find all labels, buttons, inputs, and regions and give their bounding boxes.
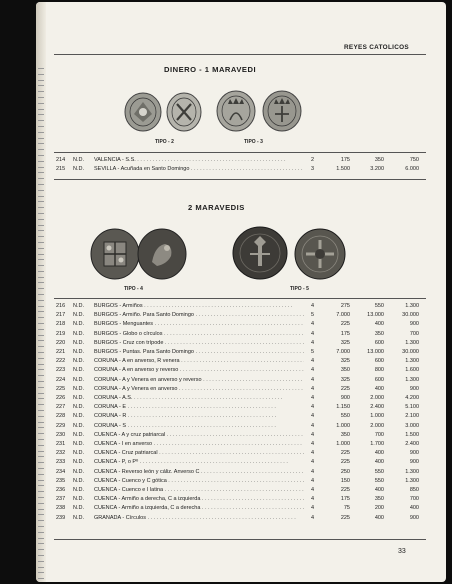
cell-num: 228: [56, 413, 66, 420]
cell-date: N.D.: [73, 496, 84, 503]
cell-v2: 600: [374, 376, 384, 383]
cell-desc: CUENCA - Armiño a derecha, C a izquierda . . .: [94, 496, 304, 502]
cell-rarity: 4: [310, 404, 314, 411]
table-row: [36, 312, 446, 320]
cell-v2: 200: [374, 505, 384, 512]
cell-date: N.D.: [73, 413, 84, 420]
running-head: REYES CATOLICOS: [344, 44, 409, 51]
cell-v3: 900: [409, 385, 419, 392]
cell-v2: 3.200: [370, 165, 384, 172]
coin-tipo-5-obverse: [232, 226, 288, 280]
cell-v3: 700: [409, 496, 419, 503]
cell-num: 238: [56, 505, 66, 512]
cell-date: N.D.: [73, 450, 84, 457]
cell-v1: 1.500: [336, 165, 350, 172]
cell-rarity: 4: [310, 422, 314, 429]
cell-rarity: 4: [310, 367, 314, 374]
coin-tipo-5-reverse: [294, 228, 346, 280]
cell-v1: 900: [340, 395, 350, 401]
cell-v2: 400: [374, 385, 384, 392]
catalog-page: [36, 2, 446, 582]
cell-desc: BURGOS - Cruz con trípode . . .: [94, 340, 304, 346]
cell-num: 219: [56, 330, 66, 337]
cell-num: 231: [56, 441, 66, 447]
table-row: [36, 303, 446, 311]
edge-mark: [38, 578, 44, 582]
cell-v2: 1.700: [370, 441, 384, 447]
cell-date: N.D.: [73, 431, 84, 438]
cell-desc: CORUÑA - A.S. . . .: [94, 395, 304, 401]
cell-desc: CUENCA - P, o Pº . . .: [94, 459, 304, 465]
cell-date: N.D.: [73, 395, 84, 401]
cell-num: 233: [56, 459, 66, 466]
cell-v3: 5.100: [405, 404, 419, 411]
cell-desc: CUENCA - Cuenco y C gótica . . .: [94, 478, 304, 484]
cell-rarity: 4: [310, 413, 314, 420]
tipo-label: TIPO - 2: [155, 139, 174, 145]
cell-num: 232: [56, 450, 66, 457]
cell-v2: 400: [374, 487, 384, 493]
cell-v2: 2.000: [370, 395, 384, 401]
cell-desc: BURGOS - Menguantes . . .: [94, 321, 304, 327]
cell-v1: 7.000: [336, 312, 350, 319]
cell-v2: 13.000: [367, 349, 384, 355]
cell-v1: 225: [340, 321, 350, 328]
table-row: [36, 478, 446, 486]
cell-v1: 350: [340, 431, 350, 438]
table-top-rule: [54, 152, 426, 153]
cell-date: N.D.: [73, 441, 84, 447]
table-row: [36, 515, 446, 523]
cell-desc: CORUÑA - E . . .: [94, 404, 304, 410]
cell-num: 221: [56, 349, 66, 355]
table-row: [36, 166, 446, 174]
cell-num: 234: [56, 468, 66, 475]
cell-rarity: 4: [310, 505, 314, 512]
table-row: [36, 395, 446, 403]
cell-v3: 900: [409, 459, 419, 466]
cell-v2: 350: [374, 157, 384, 163]
cell-v2: 350: [374, 496, 384, 503]
cell-date: N.D.: [73, 505, 84, 512]
cell-date: N.D.: [73, 367, 84, 374]
cell-v3: 1.300: [405, 376, 419, 383]
cell-num: 215: [56, 165, 66, 172]
cell-desc: CORUÑA - A y Venera en anverso y reverso . . .: [94, 377, 304, 383]
cell-num: 229: [56, 422, 66, 429]
cell-date: N.D.: [73, 165, 84, 172]
table-row: [36, 459, 446, 467]
cell-rarity: 4: [310, 395, 314, 401]
cell-v3: 900: [409, 321, 419, 328]
cell-rarity: 4: [310, 431, 314, 438]
cell-v3: 2.400: [405, 441, 419, 447]
cell-num: 230: [56, 431, 66, 438]
table-row: [36, 358, 446, 366]
cell-desc: CUENCA - Reverso león y cáliz. Anverso C . . .: [94, 469, 304, 475]
cell-date: N.D.: [73, 303, 84, 309]
cell-date: N.D.: [73, 157, 84, 163]
cell-v1: 225: [340, 487, 350, 493]
cell-v3: 1.500: [405, 431, 419, 438]
coin-tipo-4-obverse: [90, 228, 140, 280]
cell-date: N.D.: [73, 404, 84, 411]
cell-rarity: 4: [310, 385, 314, 392]
cell-rarity: 4: [310, 358, 314, 365]
cell-desc: BURGOS - Globo o círculos . . .: [94, 331, 304, 337]
cell-v1: 325: [340, 358, 350, 365]
cell-v2: 13.000: [367, 312, 384, 319]
coin-tipo-2-obverse: [124, 92, 162, 132]
cell-date: N.D.: [73, 385, 84, 392]
cell-v3: 3.000: [405, 422, 419, 429]
cell-num: 216: [56, 303, 66, 309]
cell-date: N.D.: [73, 330, 84, 337]
cell-date: N.D.: [73, 339, 84, 346]
table-row: [36, 413, 446, 421]
table-bottom-rule: [54, 179, 426, 180]
header-rule: [54, 54, 426, 55]
cell-v1: 175: [340, 496, 350, 503]
cell-desc: CORUÑA - A en anverso, R venera . . .: [94, 358, 304, 364]
cell-v3: 1.300: [405, 339, 419, 346]
cell-v2: 400: [374, 321, 384, 328]
cell-rarity: 5: [310, 349, 314, 355]
cell-rarity: 4: [310, 321, 314, 328]
cell-v2: 550: [374, 468, 384, 475]
table-row: [36, 441, 446, 449]
cell-desc: CUENCA - Armiño a izquierda, C a derecha . . .: [94, 505, 304, 511]
table-row: [36, 349, 446, 357]
cell-rarity: 4: [310, 459, 314, 466]
cell-v2: 700: [374, 431, 384, 438]
cell-v3: 900: [409, 450, 419, 457]
cell-v3: 850: [409, 487, 419, 493]
cell-rarity: 4: [310, 330, 314, 337]
cell-rarity: 4: [310, 441, 314, 447]
cell-v2: 2.400: [370, 404, 384, 411]
cell-desc: BURGOS - Armiño. Para Santo Domingo . . .: [94, 312, 304, 318]
table-top-rule: [54, 298, 426, 299]
cell-v1: 325: [340, 376, 350, 383]
cell-desc: CUENCA - Cuenco e I latina . . .: [94, 487, 304, 493]
cell-rarity: 4: [310, 376, 314, 383]
cell-num: 217: [56, 312, 66, 319]
cell-v1: 225: [340, 385, 350, 392]
table-row: [36, 340, 446, 348]
table-row: [36, 432, 446, 440]
cell-v1: 7.000: [336, 349, 350, 355]
cell-v3: 1.300: [405, 477, 419, 484]
cell-num: 218: [56, 321, 66, 328]
page-number: 33: [398, 548, 406, 555]
cell-date: N.D.: [73, 358, 84, 365]
cell-v2: 600: [374, 339, 384, 346]
cell-desc: CUENCA - Cruz patriarcal . . .: [94, 450, 304, 456]
cell-date: N.D.: [73, 468, 84, 475]
cell-v1: 1.000: [336, 441, 350, 447]
cell-desc: CORUÑA - A en anverso y reverso . . .: [94, 367, 304, 373]
cell-desc: BURGOS - Armiños . . .: [94, 303, 304, 309]
cell-v3: 700: [409, 330, 419, 337]
cell-desc: CUENCA - I en anverso . . .: [94, 441, 304, 447]
cell-v1: 225: [340, 514, 350, 521]
cell-num: 224: [56, 376, 66, 383]
cell-num: 237: [56, 496, 66, 503]
cell-desc: VALENCIA - S.S. . . .: [94, 157, 304, 163]
cell-v1: 225: [340, 450, 350, 457]
cell-date: N.D.: [73, 477, 84, 484]
cell-v3: 30.000: [402, 349, 419, 355]
cell-v1: 1.000: [336, 422, 350, 429]
cell-v3: 1.600: [405, 367, 419, 374]
cell-num: 235: [56, 477, 66, 484]
cell-v3: 1.300: [405, 358, 419, 365]
cell-rarity: 4: [310, 487, 314, 493]
cell-date: N.D.: [73, 312, 84, 319]
cell-v2: 350: [374, 330, 384, 337]
cell-v1: 175: [340, 157, 350, 163]
section-title-2-maravedis: 2 MARAVEDIS: [188, 203, 245, 212]
cell-desc: CORUÑA - R . . .: [94, 413, 304, 419]
cell-v3: 400: [409, 505, 419, 512]
table-row: [36, 487, 446, 495]
cell-rarity: 3: [310, 165, 314, 172]
cell-v2: 1.000: [370, 413, 384, 420]
cell-num: 239: [56, 514, 66, 521]
cell-v2: 550: [374, 477, 384, 484]
cell-date: N.D.: [73, 422, 84, 429]
tipo-label: TIPO - 5: [290, 286, 309, 292]
cell-v1: 350: [340, 367, 350, 374]
table-row: [36, 386, 446, 394]
cell-v2: 550: [374, 303, 384, 309]
cell-v1: 175: [340, 330, 350, 337]
coin-tipo-2-reverse: [166, 92, 202, 132]
cell-v1: 325: [340, 339, 350, 346]
cell-num: 227: [56, 404, 66, 411]
cell-date: N.D.: [73, 321, 84, 328]
cell-rarity: 4: [310, 496, 314, 503]
cell-v3: 4.200: [405, 395, 419, 401]
cell-desc: CUENCA - A y cruz patriarcal . . .: [94, 432, 304, 438]
coin-tipo-3-obverse: [216, 90, 256, 132]
cell-rarity: 5: [310, 312, 314, 319]
table-row: [36, 404, 446, 412]
cell-v3: 900: [409, 514, 419, 521]
cell-v2: 400: [374, 514, 384, 521]
cell-v3: 1.300: [405, 468, 419, 475]
cell-v1: 250: [340, 468, 350, 475]
cell-date: N.D.: [73, 514, 84, 521]
cell-num: 236: [56, 487, 66, 493]
cell-v2: 800: [374, 367, 384, 374]
cell-desc: BURGOS - Puntas. Para Santo Domingo . . .: [94, 349, 304, 355]
cell-date: N.D.: [73, 459, 84, 466]
table-row: [36, 321, 446, 329]
cell-num: 223: [56, 367, 66, 374]
cell-desc: CORUÑA - A y Venera en anverso . . .: [94, 386, 304, 392]
cell-rarity: 4: [310, 514, 314, 521]
cell-rarity: 2: [310, 157, 314, 163]
cell-num: 226: [56, 395, 66, 401]
cell-num: 225: [56, 385, 66, 392]
cell-date: N.D.: [73, 376, 84, 383]
cell-date: N.D.: [73, 487, 84, 493]
cell-v3: 750: [409, 157, 419, 163]
cell-desc: GRANADA - Círculos . . .: [94, 515, 304, 521]
cell-v1: 275: [340, 303, 350, 309]
cell-v3: 1.300: [405, 303, 419, 309]
table-bottom-rule: [54, 539, 426, 540]
cell-v1: 225: [340, 459, 350, 466]
cell-v2: 600: [374, 358, 384, 365]
cell-v1: 75: [343, 505, 350, 512]
table-row: [36, 423, 446, 431]
cell-desc: CORUÑA - S . . .: [94, 423, 304, 429]
table-row: [36, 496, 446, 504]
cell-v1: 150: [340, 477, 350, 484]
coin-tipo-3-reverse: [262, 90, 302, 132]
table-row: [36, 157, 446, 165]
cell-v3: 30.000: [402, 312, 419, 319]
table-row: [36, 331, 446, 339]
cell-desc: SEVILLA - Acuñada en Santo Domingo . . .: [94, 166, 304, 172]
section-title-dinero: DINERO - 1 MARAVEDI: [164, 65, 257, 74]
tipo-label: TIPO - 4: [124, 286, 143, 292]
cell-rarity: 4: [310, 468, 314, 475]
table-row: [36, 505, 446, 513]
cell-rarity: 4: [310, 303, 314, 309]
table-row: [36, 469, 446, 477]
cell-date: N.D.: [73, 349, 84, 355]
cell-num: 220: [56, 339, 66, 346]
cell-v2: 400: [374, 459, 384, 466]
table-row: [36, 377, 446, 385]
cell-rarity: 4: [310, 477, 314, 484]
cell-num: 214: [56, 157, 66, 163]
tipo-label: TIPO - 3: [244, 139, 263, 145]
table-row: [36, 450, 446, 458]
cell-v1: 550: [340, 413, 350, 420]
coin-tipo-4-reverse: [137, 228, 187, 280]
cell-v1: 1.150: [336, 404, 350, 411]
table-row: [36, 367, 446, 375]
cell-v3: 6.000: [405, 165, 419, 172]
cell-rarity: 4: [310, 450, 314, 457]
cell-v2: 2.000: [370, 422, 384, 429]
cell-rarity: 4: [310, 339, 314, 346]
cell-v2: 400: [374, 450, 384, 457]
cell-num: 222: [56, 358, 66, 365]
cell-v3: 2.100: [405, 413, 419, 420]
